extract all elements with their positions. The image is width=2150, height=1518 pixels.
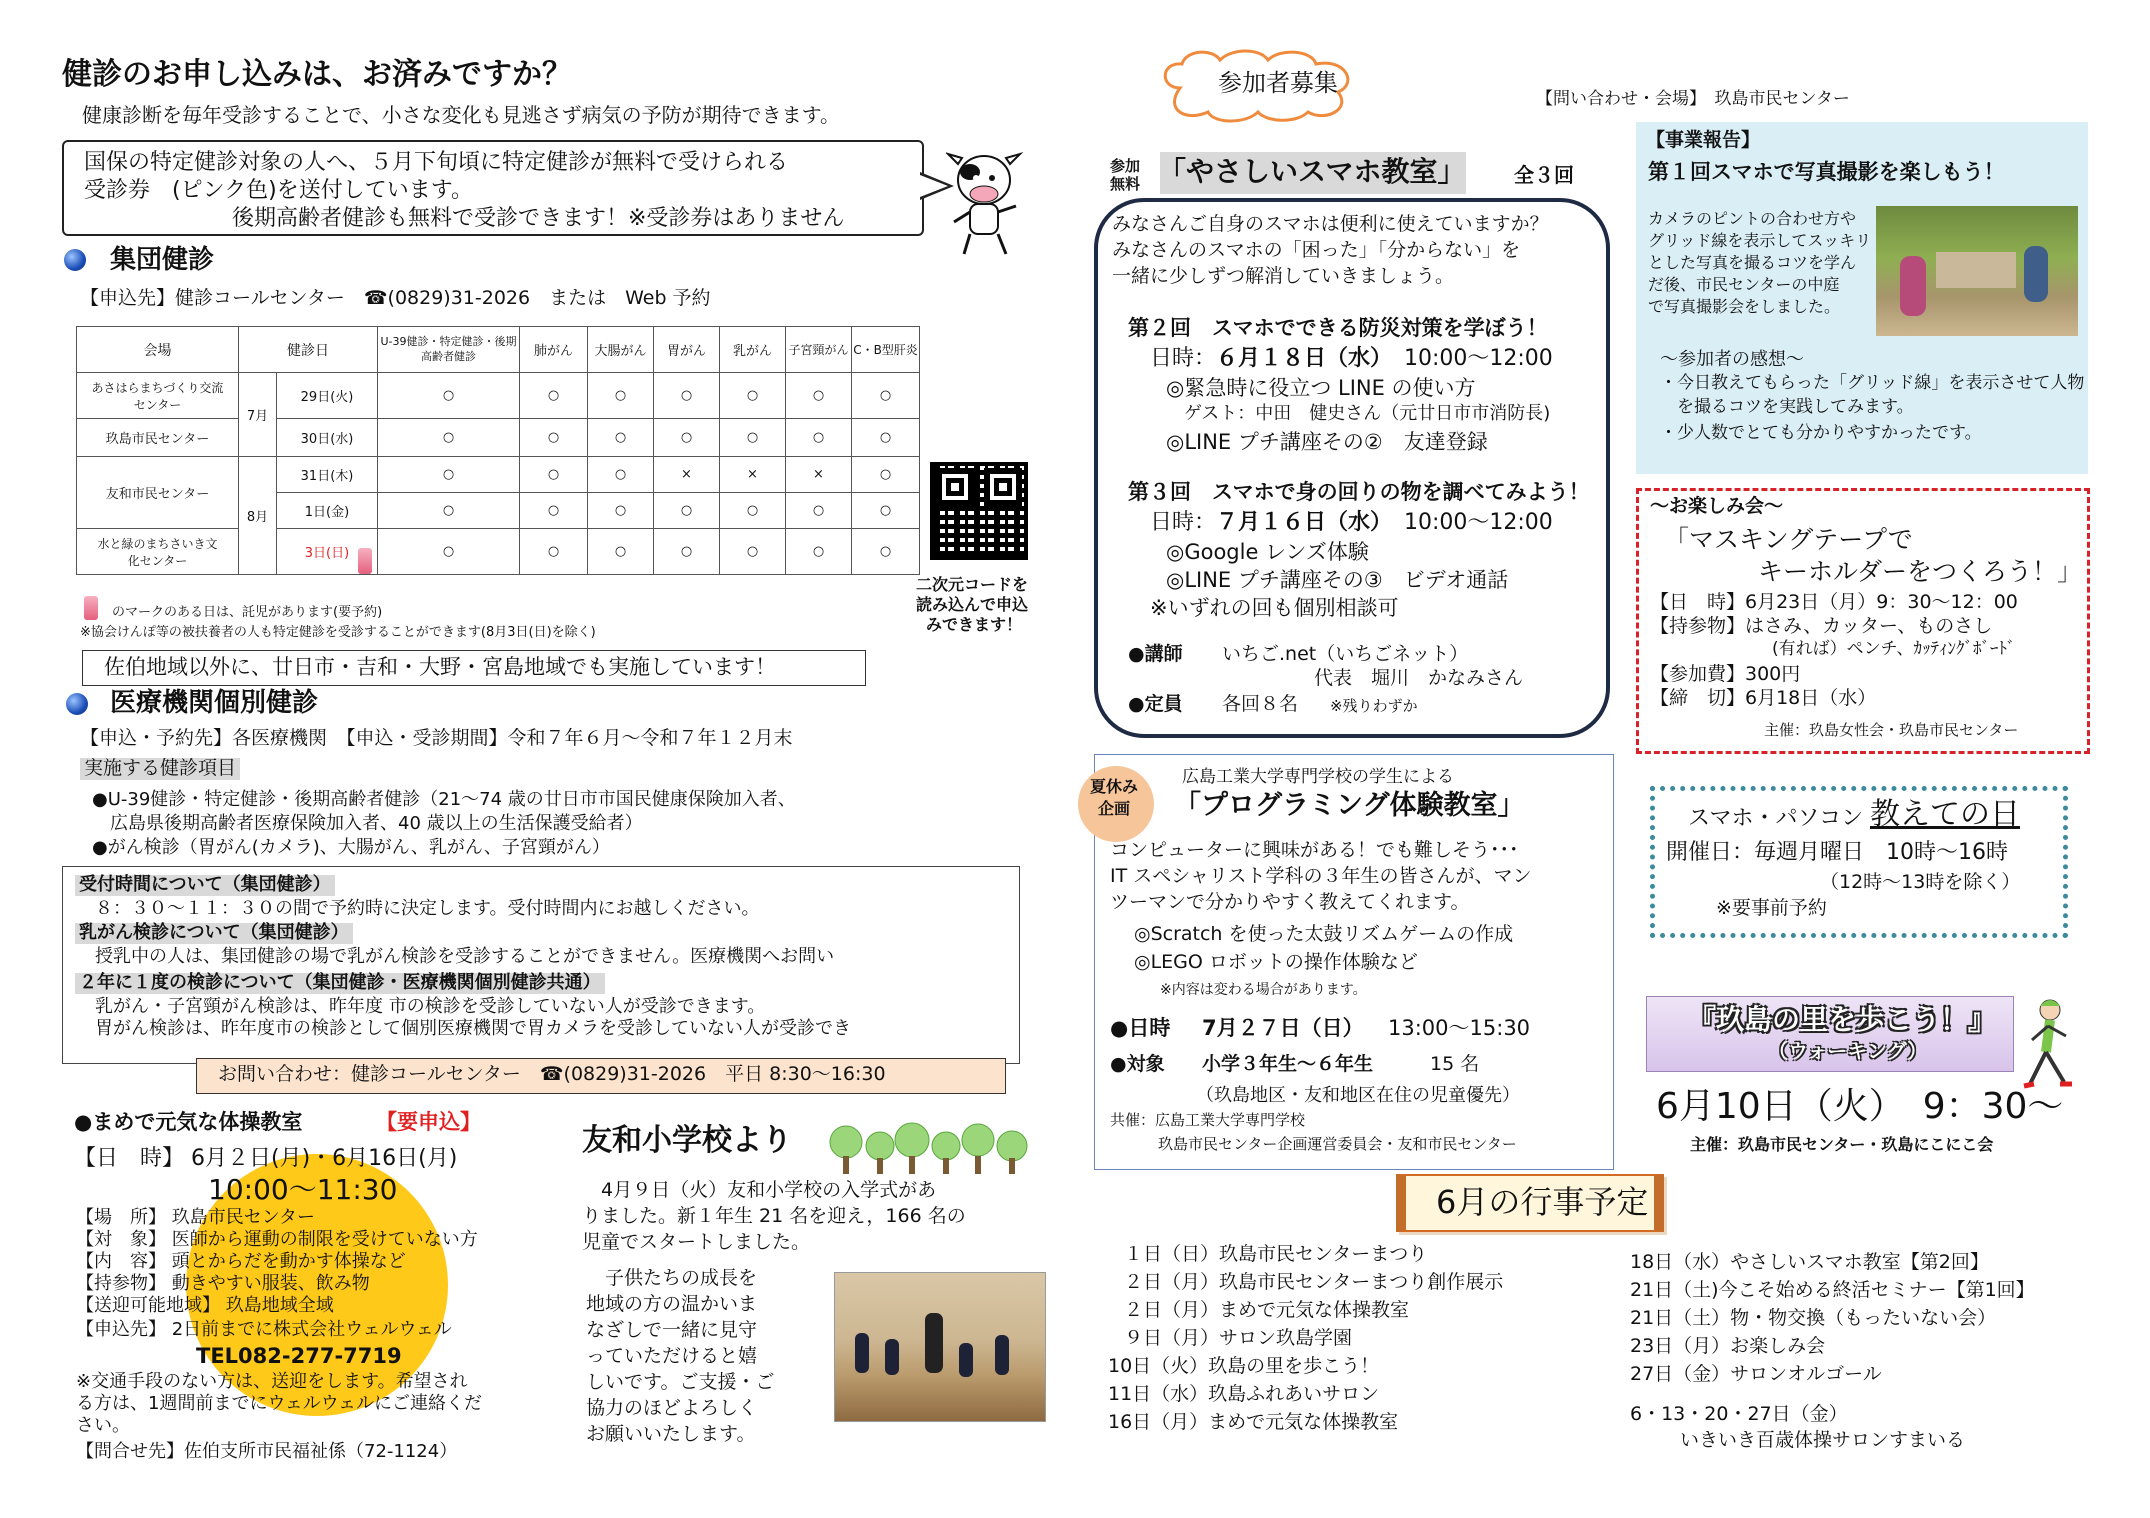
venue-cell: あさはらまちづくり交流センター xyxy=(77,373,239,419)
mark-cell: × xyxy=(654,457,720,493)
taiso-row: 【内 容】 頭とからだを動かす体操など xyxy=(76,1251,406,1272)
report-title: 第１回スマホで写真撮影を楽しもう！ xyxy=(1648,160,2005,184)
mark-cell: ○ xyxy=(378,529,520,575)
yuwa-line: しいです。ご支援・ご xyxy=(586,1371,775,1393)
report-label: 【事業報告】 xyxy=(1646,129,1761,151)
mark-cell: ○ xyxy=(852,419,920,457)
taiso-note: さい。 xyxy=(76,1415,130,1436)
yuwa-line: 協力のほどよろしく xyxy=(586,1397,758,1419)
pc-line: ※要事前予約 xyxy=(1716,897,1827,919)
prog-host: 共催：広島工業大学専門学校 xyxy=(1110,1111,1306,1129)
items-line: 広島県後期高齢者医療保険加入者、40 歳以上の生活保護受給者） xyxy=(92,813,643,834)
summer-badge-text: 企画 xyxy=(1098,799,1131,818)
taiso-title: ●まめで元気な体操教室 xyxy=(74,1110,303,1134)
session2-date-label: 日時： xyxy=(1150,346,1217,371)
date-cell: 3日(日) xyxy=(277,529,378,575)
venue-cell: 友和市民センター xyxy=(77,457,239,529)
taiso-contact: 【問合せ先】佐伯支所市民福祉係（72-1124） xyxy=(76,1441,458,1462)
area-text: 佐伯地域以外に、廿日市・吉和・大野・宮島地域でも実施しています！ xyxy=(104,655,776,679)
yuwa-line: 児童でスタートしました。 xyxy=(582,1231,811,1253)
venue-cell: 玖島市民センター xyxy=(77,419,239,457)
mark-cell: ○ xyxy=(520,493,588,529)
mark-cell: ○ xyxy=(852,493,920,529)
childcare-mark-icon xyxy=(84,596,98,620)
mark-cell: ○ xyxy=(588,529,654,575)
prog-target-note: （玖島地区・友和地区在住の児童優先） xyxy=(1196,1085,1520,1106)
info-text: ８：３０～１１：３０の間で予約時に決定します。受付時間内にお越しください。 xyxy=(77,898,760,919)
month-cell: 8月 xyxy=(239,457,277,575)
report-text: とした写真を撮るコツを学ん xyxy=(1648,253,1857,272)
mark-cell: × xyxy=(786,457,852,493)
mark-cell: ○ xyxy=(654,529,720,575)
mark-cell: ○ xyxy=(654,419,720,457)
bubble-line: 国保の特定健診対象の人へ、５月下旬頃に特定健診が無料で受けられる xyxy=(84,150,789,175)
bullet-icon xyxy=(66,693,88,715)
capacity-note: ※残りわずか xyxy=(1330,697,1418,715)
medical-apply: 【申込・予約先】各医療機関 【申込・受診期間】令和７年６月～令和７年１２月末 xyxy=(80,727,793,749)
date-cell: 30日(水) xyxy=(277,419,378,457)
mark-cell: ○ xyxy=(378,457,520,493)
prog-sub: 広島工業大学専門学校の学生による xyxy=(1182,767,1454,787)
cloud-label: 参加者募集 xyxy=(1218,69,1338,97)
col-header: 乳がん xyxy=(720,327,786,373)
info-heading: ２年に１度の検診について（集団健診・医療機関個別健診共通） xyxy=(75,973,605,994)
session3-item: ◎LINE プチ講座その③ ビデオ通話 xyxy=(1166,568,1509,592)
mark-cell: ○ xyxy=(588,493,654,529)
table-row xyxy=(77,529,920,575)
prog-item: ◎Scratch を使った太鼓リズムゲームの作成 xyxy=(1134,923,1514,945)
lecturer-name: いちご.net（いちごネット） xyxy=(1222,643,1469,665)
event-item: １日（日）玖島市民センターまつり xyxy=(1124,1243,1428,1265)
group-checkup-heading: 集団健診 xyxy=(110,245,215,275)
june-title: 6月の行事予定 xyxy=(1436,1183,1649,1221)
session3-date: ７月１６日（水） xyxy=(1216,510,1393,535)
col-header: 健診日 xyxy=(239,327,378,373)
trees-icon xyxy=(826,1120,1040,1176)
report-text: だ後、市民センターの中庭 xyxy=(1648,275,1840,294)
info-heading: 乳がん検診について（集団健診） xyxy=(75,923,353,944)
contact-bar-text: お問い合わせ：健診コールセンター ☎(0829)31-2026 平日 8:30～16:30 xyxy=(218,1063,886,1085)
session2-item: ◎緊急時に役立つ LINE の使い方 xyxy=(1166,376,1476,400)
lecturer-name: 代表 堀川 かなみさん xyxy=(1314,667,1524,689)
walk-date: 6月10日（火） 9：30～ xyxy=(1656,1086,2064,1127)
taiso-required: 【要申込】 xyxy=(376,1110,481,1134)
walker-icon xyxy=(2014,996,2084,1096)
event-item: ９日（月）サロン玖島学園 xyxy=(1124,1327,1353,1349)
mark-cell: × xyxy=(720,457,786,493)
mark-cell: ○ xyxy=(852,529,920,575)
group-apply: 【申込先】健診コールセンター ☎(0829)31-2026 または Web 予約 xyxy=(80,287,711,309)
prog-intro: コンピューターに興味がある！でも難しそう･･･ xyxy=(1110,839,1519,861)
impressions-title: ～参加者の感想～ xyxy=(1660,349,1804,370)
session2-date: ６月１８日（水） xyxy=(1216,346,1393,371)
qr-caption: 二次元コードを xyxy=(916,575,1029,594)
pc-title-b: 教えての日 xyxy=(1870,797,2020,832)
items-line: ●U-39健診・特定健診・後期高齢者健診（21～74 歳の廿日市市国民健康保険加入者、 xyxy=(92,789,796,810)
event-item: いきいき百歳体操サロンすまいる xyxy=(1680,1429,1966,1451)
event-item: 6・13・20・27日（金） xyxy=(1630,1403,1848,1425)
event-item: 23日（月）お楽しみ会 xyxy=(1630,1335,1826,1357)
event-item: 21日（土）物・物交換（もったいない会） xyxy=(1630,1307,1997,1329)
mark-cell: ○ xyxy=(720,419,786,457)
prog-host: 玖島市民センター企画運営委員会・友和市民センター xyxy=(1158,1135,1517,1153)
checkup-schedule-table xyxy=(76,326,920,575)
yuwa-line: なざしで一緒に見守 xyxy=(586,1319,758,1341)
info-box xyxy=(62,866,1020,1064)
taiso-note: る方は、1週間前までにウェルウェルにご連絡くだ xyxy=(76,1393,483,1414)
session3-time: 10:00～12:00 xyxy=(1404,510,1553,535)
date-cell: 1日(金) xyxy=(277,493,378,529)
fun-host: 主催：玖島女性会・玖島市民センター xyxy=(1764,721,2019,739)
free-badge: 無料 xyxy=(1110,175,1141,193)
session2-item: ゲスト：中田 健史さん（元廿日市市消防長) xyxy=(1166,403,1551,424)
walk-host: 主催：玖島市民センター・玖島にこにこ会 xyxy=(1690,1135,1994,1154)
prog-target-label: ●対象 xyxy=(1110,1053,1165,1075)
items-line: ●がん検診（胃がん(カメラ)、大腸がん、乳がん、子宮頸がん） xyxy=(92,837,610,858)
yuwa-line: お願いいたします。 xyxy=(586,1423,756,1445)
mark-cell: ○ xyxy=(654,373,720,419)
taiso-row: 【送迎可能地域】 玖島地域全域 xyxy=(76,1295,334,1316)
yuwa-line: っていただけると嬉 xyxy=(586,1345,758,1367)
mark-cell: ○ xyxy=(378,419,520,457)
qr-caption: 読み込んで申込 xyxy=(916,595,1029,614)
prog-intro: IT スペシャリスト学科の３年生の皆さんが、マン xyxy=(1110,865,1532,887)
taiso-tel: TEL082-277-7719 xyxy=(196,1344,402,1368)
date-cell: 31日(木) xyxy=(277,457,378,493)
summer-badge-text: 夏休み xyxy=(1090,777,1139,796)
table-note: のマークのある日は、託児があります(要予約) xyxy=(112,605,383,620)
info-text: 胃がん検診は、昨年度市の検診として個別医療機関で胃カメラを受診していない人が受診でき xyxy=(77,1018,851,1039)
mark-cell: ○ xyxy=(720,493,786,529)
col-header: 肺がん xyxy=(520,327,588,373)
fun-row: 【日 時】6月23日（月）9：30～12：00 xyxy=(1650,591,2018,613)
medical-checkup-heading: 医療機関個別健診 xyxy=(110,688,319,718)
table-row xyxy=(77,457,920,493)
fun-row: (有れば）ペンチ、ｶｯﾃｨﾝｸﾞﾎﾞｰﾄﾞ xyxy=(1772,639,2016,659)
taiso-row: 【対 象】 医師から運動の制限を受けていない方 xyxy=(76,1229,478,1250)
table-row xyxy=(77,373,920,419)
event-item: 16日（月）まめで元気な体操教室 xyxy=(1108,1411,1399,1433)
mark-cell: ○ xyxy=(852,373,920,419)
smaho-intro: みなさんのスマホの「困った」「分からない」を xyxy=(1112,239,1521,261)
mark-cell: ○ xyxy=(786,419,852,457)
qr-caption: みできます！ xyxy=(926,615,1023,634)
mark-cell: ○ xyxy=(520,457,588,493)
prog-item: ◎LEGO ロボットの操作体験など xyxy=(1134,951,1418,973)
mark-cell: ○ xyxy=(786,373,852,419)
bubble-line: 受診券 (ピンク色)を送付しています。 xyxy=(84,178,473,203)
report-text: カメラのピントの合わせ方や xyxy=(1648,209,1857,228)
prog-target: 小学３年生～６年生 xyxy=(1202,1053,1374,1075)
mark-cell: ○ xyxy=(720,529,786,575)
capacity: 各回８名 xyxy=(1222,693,1299,715)
session3-title: 第３回 スマホで身の回りの物を調べてみよう！ xyxy=(1128,480,1590,504)
prog-date: 7月２７日（日） xyxy=(1202,1016,1364,1040)
inquiry-text: 【問い合わせ・会場】 玖島市民センター xyxy=(1536,89,1850,109)
mark-cell: ○ xyxy=(520,529,588,575)
lecturer-label: ●講師 xyxy=(1128,643,1183,665)
smaho-count: 全３回 xyxy=(1514,163,1574,187)
event-item: 10日（火）玖島の里を歩こう！ xyxy=(1108,1355,1380,1377)
fun-name: キーホルダーをつくろう！」 xyxy=(1758,557,2083,586)
smaho-intro: みなさんご自身のスマホは便利に使えていますか？ xyxy=(1112,213,1549,235)
walk-title: 『玖島の里を歩こう！』 xyxy=(1688,1003,1997,1036)
yuwa-line: りました。新１年生 21 名を迎え，166 名の xyxy=(582,1205,966,1227)
mark-cell: ○ xyxy=(378,493,520,529)
taiso-row: 【場 所】 玖島市民センター xyxy=(76,1207,316,1228)
bubble-line: 後期高齢者健診も無料で受診できます！※受診券はありません xyxy=(232,206,845,231)
session2-time: 10:00～12:00 xyxy=(1404,346,1553,371)
smaho-intro: 一緒に少しずつ解消していきましょう。 xyxy=(1112,265,1455,287)
walk-sub: （ウォーキング） xyxy=(1768,1039,1928,1063)
taiso-date: 【日 時】 6月２日(月)・6月16日(月) xyxy=(74,1146,458,1171)
impression: ・今日教えてもらった「グリッド線」を表示させて人物 xyxy=(1660,373,2085,393)
prog-target-n: 15 名 xyxy=(1430,1053,1480,1075)
session3-date-label: 日時： xyxy=(1150,510,1217,535)
venue-cell: 水と緑のまちさいき文化センター xyxy=(77,529,239,575)
mark-cell: ○ xyxy=(720,373,786,419)
fun-name: 「マスキングテープで xyxy=(1664,525,1913,554)
table-row xyxy=(77,419,920,457)
mark-cell: ○ xyxy=(786,493,852,529)
childcare-mark-icon xyxy=(358,548,372,574)
yuwa-line: 4月９日（火）友和小学校の入学式があ xyxy=(582,1179,937,1201)
intro-text: 健康診断を毎年受診することで、小さな変化も見逃さず病気の予防が期待できます。 xyxy=(82,103,840,127)
mark-cell: ○ xyxy=(520,419,588,457)
pc-title-a: スマホ・パソコン xyxy=(1688,806,1864,831)
prog-title: 「プログラミング体験教室」 xyxy=(1174,790,1525,821)
mark-cell: ○ xyxy=(588,457,654,493)
pc-line: （12時～13時を除く） xyxy=(1820,871,2021,893)
mark-cell: ○ xyxy=(520,373,588,419)
report-text: で写真撮影会をしました。 xyxy=(1648,297,1841,316)
qr-code[interactable] xyxy=(930,462,1028,560)
taiso-note: ※交通手段のない方は、送迎をします。希望され xyxy=(76,1371,468,1392)
school-photo xyxy=(834,1272,1046,1422)
info-text: 授乳中の人は、集団健診の場で乳がん検診を受診することができません。医療機関へお問い xyxy=(77,946,835,967)
impression: ・少人数でとても分かりやすかったです。 xyxy=(1660,423,1982,443)
smaho-title: 「やさしいスマホ教室」 xyxy=(1158,155,1466,188)
cow-mascot-icon xyxy=(946,150,1024,260)
session2-title: 第２回 スマホでできる防災対策を学ぼう！ xyxy=(1128,316,1548,340)
mark-cell: ○ xyxy=(786,529,852,575)
free-badge: 参加 xyxy=(1110,157,1141,175)
bullet-icon xyxy=(64,249,86,271)
col-header: 大腸がん xyxy=(588,327,654,373)
prog-date-label: ●日時 xyxy=(1110,1016,1171,1040)
report-photo xyxy=(1876,206,2078,336)
prog-intro: ツーマンで分かりやすく教えてくれます。 xyxy=(1110,891,1470,913)
event-item: 18日（水）やさしいスマホ教室【第2回】 xyxy=(1630,1251,1989,1273)
col-header: U-39健診・特定健診・後期高齢者健診 xyxy=(378,327,520,373)
session2-item: ◎LINE プチ講座その② 友達登録 xyxy=(1166,430,1488,454)
mark-cell: ○ xyxy=(852,457,920,493)
taiso-time: 10:00～11:30 xyxy=(208,1173,398,1206)
prog-time: 13:00～15:30 xyxy=(1388,1016,1531,1040)
yuwa-line: 子供たちの成長を xyxy=(586,1267,758,1289)
capacity-label: ●定員 xyxy=(1128,693,1183,715)
impression: を撮るコツを実践してみます。 xyxy=(1660,397,1914,417)
items-heading: 実施する健診項目 xyxy=(80,758,240,780)
event-item: 27日（金）サロンオルゴール xyxy=(1630,1363,1882,1385)
mark-cell: ○ xyxy=(654,493,720,529)
event-item: 21日（土)今こそ始める終活セミナー【第1回】 xyxy=(1630,1279,2035,1301)
session3-item: ◎Google レンズ体験 xyxy=(1166,540,1369,564)
col-header: 胃がん xyxy=(654,327,720,373)
taiso-row: 【持参物】 動きやすい服装、飲み物 xyxy=(76,1273,370,1294)
col-header: 子宮頸がん xyxy=(786,327,852,373)
pc-line: 開催日：毎週月曜日 10時～16時 xyxy=(1666,840,2008,865)
prog-note: ※内容は変わる場合があります。 xyxy=(1160,982,1367,998)
yuwa-title: 友和小学校より xyxy=(582,1123,792,1158)
col-header: 会場 xyxy=(77,327,239,373)
month-cell: 7月 xyxy=(239,373,277,457)
event-item: ２日（月）玖島市民センターまつり創作展示 xyxy=(1124,1271,1504,1293)
report-text: グリッド線を表示してスッキリ xyxy=(1648,231,1872,250)
table-note: ※協会けんぽ等の被扶養者の人も特定健診を受診することができます(8月3日(日)を除く) xyxy=(80,625,596,640)
fun-row: 【持参物】はさみ、カッター、ものさし xyxy=(1650,615,1993,637)
mark-cell: ○ xyxy=(588,373,654,419)
info-heading: 受付時間について（集団健診） xyxy=(75,875,335,896)
fun-title: ～お楽しみ会～ xyxy=(1650,495,1784,517)
event-item: 11日（水）玖島ふれあいサロン xyxy=(1108,1383,1380,1405)
taiso-apply: 【申込先】 2日前までに株式会社ウェルウェル xyxy=(76,1319,452,1340)
yuwa-line: 地域の方の温かいま xyxy=(586,1293,758,1315)
fun-row: 【締 切】6月18日（水） xyxy=(1650,687,1877,709)
info-text: 乳がん・子宮頸がん検診は、昨年度 市の検診を受診していない人が受診できます。 xyxy=(77,996,766,1017)
event-item: ２日（月）まめで元気な体操教室 xyxy=(1124,1299,1410,1321)
page-title: 健診のお申し込みは、お済みですか？ xyxy=(62,57,572,92)
fun-row: 【参加費】300円 xyxy=(1650,663,1801,685)
mark-cell: ○ xyxy=(378,373,520,419)
session3-note: ※いずれの回も個別相談可 xyxy=(1150,596,1399,620)
col-header: C・B型肝炎 xyxy=(852,327,920,373)
date-cell: 29日(火) xyxy=(277,373,378,419)
mark-cell: ○ xyxy=(588,419,654,457)
